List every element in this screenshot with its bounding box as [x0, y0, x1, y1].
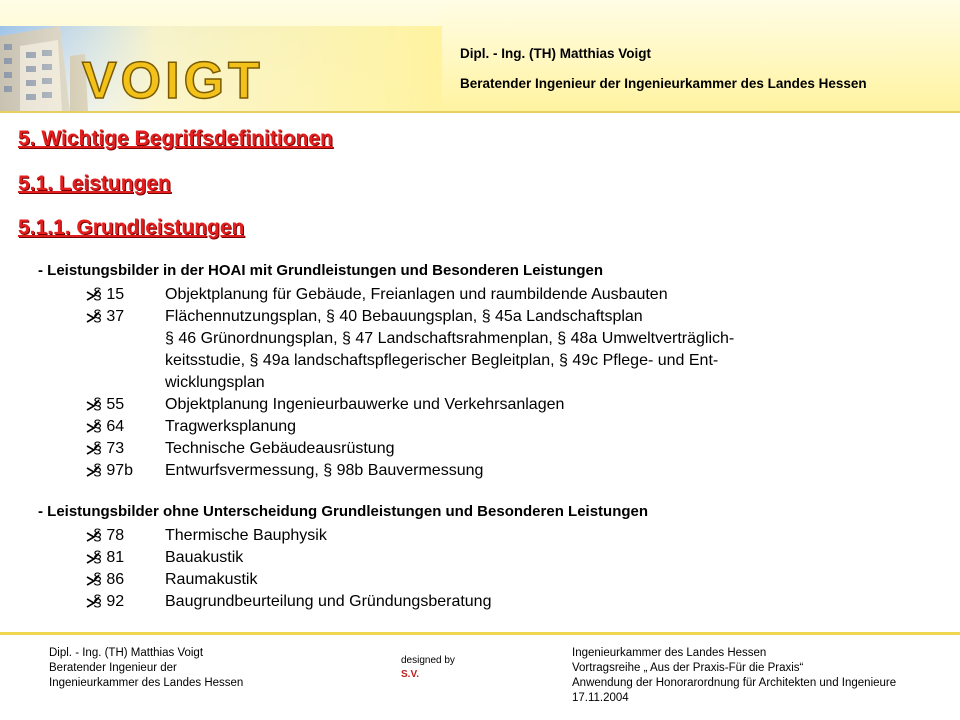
paragraph-description: Technische Gebäudeausrüstung — [165, 440, 395, 457]
building-logo-illustration — [0, 26, 442, 112]
list-item — [0, 308, 960, 330]
paragraph-code: § 97b — [93, 462, 134, 479]
paragraph-code: § 81 — [93, 549, 125, 566]
footer-credit — [401, 654, 455, 682]
list-item — [0, 286, 960, 308]
paragraph-description: wicklungsplan — [165, 374, 265, 391]
paragraph-code: § 86 — [93, 571, 125, 588]
paragraph-description: Thermische Bauphysik — [165, 527, 327, 544]
paragraph-code: § 15 — [93, 286, 125, 303]
list-item-continuation — [0, 352, 960, 374]
paragraph-code: § 64 — [93, 418, 125, 435]
paragraph-description: Objektplanung Ingenieurbauwerke und Verkehrsanlagen — [165, 396, 565, 413]
svg-text:VOIGT: VOIGT — [82, 52, 264, 110]
paragraph-description: Baugrundbeurteilung und Gründungsberatung — [165, 593, 492, 610]
paragraph-description: Objektplanung für Gebäude, Freianlagen und raumbildende Ausbauten — [165, 286, 668, 303]
footer-right-line: Ingenieurkammer des Landes Hessen — [572, 647, 767, 659]
logo-wordmark — [82, 52, 264, 110]
list-item — [0, 418, 960, 440]
paragraph-code: § 73 — [93, 440, 125, 457]
header-divider — [0, 111, 960, 113]
list-item — [0, 440, 960, 462]
paragraph-description: Flächennutzungsplan, § 40 Bebauungsplan, § 45a Landschaftsplan — [165, 308, 643, 325]
paragraph-code: § 37 — [93, 308, 125, 325]
list-item — [0, 593, 960, 615]
paragraph-code: § 55 — [93, 396, 125, 413]
paragraph-code: § 92 — [93, 593, 125, 610]
list-item — [0, 571, 960, 593]
list-item — [0, 527, 960, 549]
footer-right-line: Vortragsreihe „ Aus der Praxis-Für die Praxis“ — [572, 662, 804, 674]
list-item — [0, 549, 960, 571]
paragraph-description: keitsstudie, § 49a landschaftspflegerischer Begleitplan, § 49c Pflege- und Ent- — [165, 352, 719, 369]
paragraph-description: Bauakustik — [165, 549, 244, 566]
subsection-heading: 5.1. Leistungen — [18, 172, 171, 195]
header-banner-image — [0, 26, 442, 112]
footer-date: 17.11.2004 — [572, 692, 629, 704]
footer-left-line: Beratender Ingenieur der — [49, 662, 177, 674]
paragraph-description: Raumakustik — [165, 571, 258, 588]
list-item — [0, 396, 960, 418]
footer-left-line: Dipl. - Ing. (TH) Matthias Voigt — [49, 647, 204, 659]
group-title-without-distinction: - Leistungsbilder ohne Unterscheidung Grundleistungen und Besonderen Leistungen — [38, 503, 649, 520]
list-item — [0, 462, 960, 484]
header-subtitle: Beratender Ingenieur der Ingenieurkammer des Landes Hessen — [460, 76, 867, 91]
footer-designed-by-label: designed by — [401, 655, 455, 666]
footer-left-line: Ingenieurkammer des Landes Hessen — [49, 677, 244, 689]
list-item-continuation — [0, 374, 960, 396]
header-name: Dipl. - Ing. (TH) Matthias Voigt — [460, 46, 651, 61]
paragraph-description: Tragwerksplanung — [165, 418, 297, 435]
footer-event-info — [572, 646, 896, 706]
paragraph-code: § 78 — [93, 527, 125, 544]
list-item-continuation — [0, 330, 960, 352]
paragraph-description: Entwurfsvermessung, § 98b Bauvermessung — [165, 462, 484, 479]
subsubsection-heading: 5.1.1. Grundleistungen — [18, 216, 245, 239]
group-title-with-basic-services: - Leistungsbilder in der HOAI mit Grundleistungen und Besonderen Leistungen — [38, 262, 604, 279]
header-info-panel — [442, 0, 960, 112]
footer-divider — [0, 632, 960, 635]
paragraph-description: § 46 Grünordnungsplan, § 47 Landschaftsrahmenplan, § 48a Umweltverträglich- — [165, 330, 735, 347]
section-heading: 5. Wichtige Begriffsdefinitionen — [18, 127, 333, 150]
footer-author-info — [49, 646, 243, 691]
footer-right-line: Anwendung der Honorarordnung für Architekten und Ingenieure — [572, 677, 897, 689]
footer-designer-initials: S.V. — [401, 669, 419, 680]
